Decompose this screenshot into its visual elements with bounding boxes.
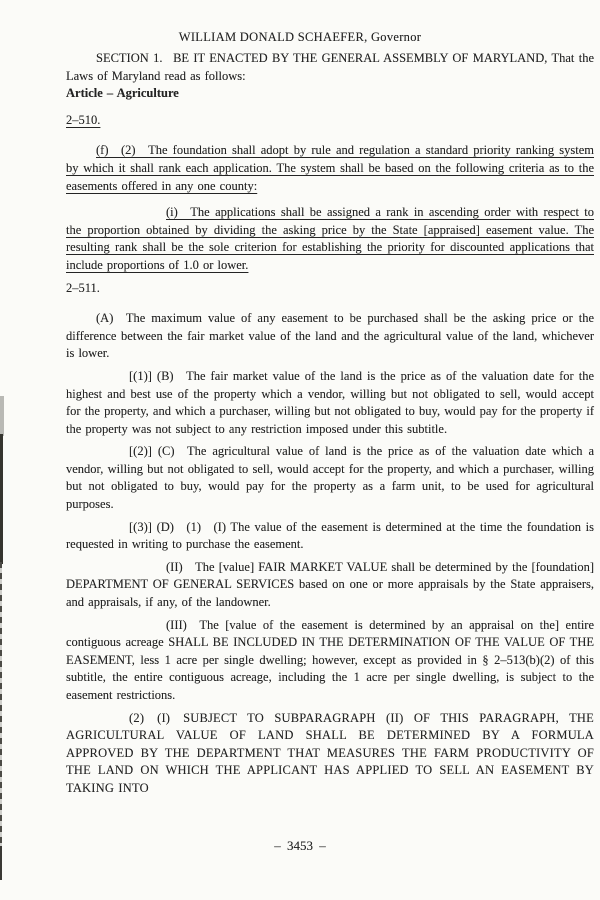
scan-artifact-left-smudge [0,396,4,436]
paragraph-iii: (III) The [value of the easement is determined by an appraisal on the] entire contiguous acreage SHALL BE INCLUDED IN THE DETERMINATION OF THE VALUE OF THE EASEMENT, less 1 acre per single dwelling; however, except as provided in § 2–513(b)(2) of this subtitle, the entire contiguous acreage, including the 1 acre per single dwelling, is subject to the easement restrictions. [66,617,594,702]
paragraph-a: (A) The maximum value of any easement to be purchased shall be the asking price or the difference between the fair market value of the land and the agricultural value of the land, whichever is lower. [66,311,594,361]
scan-artifact-left-bar [0,434,3,564]
scan-artifact-left-line [0,562,2,846]
section-label-2-510: 2–510. [66,112,101,127]
paragraph-c: [(2)] (C) The agricultural value of land is the price as of the valuation date which a vendor, willing but not obligated to sell, would accept for the property, and which a purchaser, willing but not obligated to buy, would pay for the property as a farm unit, to be used for agricultural purposes. [66,444,594,512]
paragraph-d: [(3)] (D) (1) (I) The value of the easement is determined at the time the foundation is requested in writing to purchase the easement. [66,519,594,552]
section-label-2-511: 2–511. [66,280,100,295]
document-body [66,50,594,798]
page-header-governor: WILLIAM DONALD SCHAEFER, Governor [178,30,422,44]
paragraph-f-2: (f) (2) The foundation shall adopt by rule and regulation a standard priority ranking system by which it shall rank each application. The system shall be based on the following criteria as to the easements offered in any one county: [66,143,594,193]
paragraph-2-i: (2) (I) SUBJECT TO SUBPARAGRAPH (II) OF THIS PARAGRAPH, THE AGRICULTURAL VALUE OF LAND SHALL BE DETERMINED BY A FORMULA APPROVED BY THE DEPARTMENT THAT MEASURES THE FARM PRODUCTIVITY OF THE LAND ON WHICH THE APPLICANT HAS APPLIED TO SELL AN EASEMENT BY TAKING INTO [66,710,594,795]
paragraph-b: [(1)] (B) The fair market value of the land is the price as of the valuation date for the highest and best use of the property which a vendor, willing but not obligated to sell, would accept for the property, and which a purchaser, willing but not obligated to buy, would pay for the property if the property was not subject to any restriction imposed under this subtitle. [66,368,594,436]
paragraph-ii: (II) The [value] FAIR MARKET VALUE shall be determined by the [foundation] DEPARTMENT OF GENERAL SERVICES based on one or more appraisals by the State appraisers, and appraisals, if any, of the landowner. [66,559,594,610]
enacting-clause: SECTION 1. BE IT ENACTED BY THE GENERAL ASSEMBLY OF MARYLAND, That the Laws of Maryland read as follows: [66,51,594,83]
article-heading: Article – Agriculture [66,86,179,101]
paragraph-i: (i) The applications shall be assigned a rank in ascending order with respect to the proportion obtained by dividing the asking price by the State [appraised] easement value. The resulting rank shall be the sole criterion for establishing the priority for discounted applications that include proportions of 1.0 or lower. [66,205,594,272]
page-number: – 3453 – [274,838,326,853]
